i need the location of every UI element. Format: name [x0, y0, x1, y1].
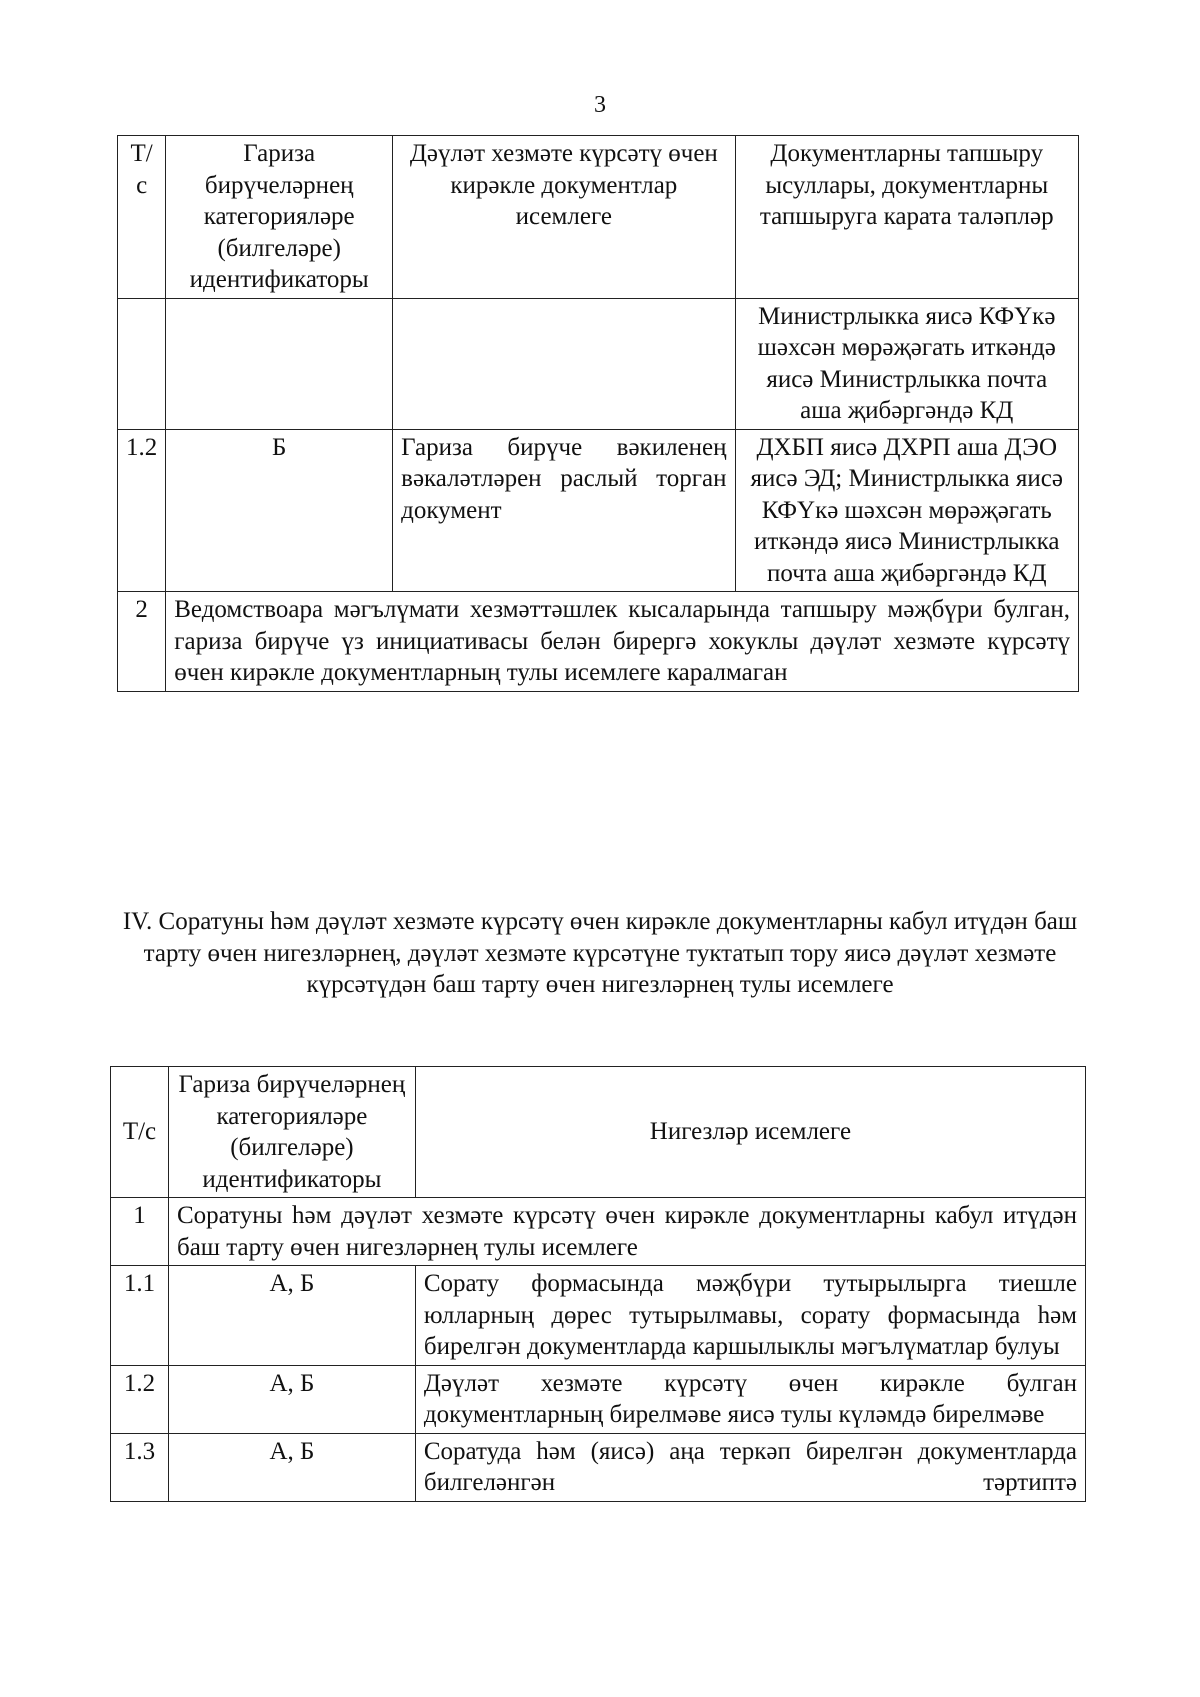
- row-methods: Министрлыкка яисә КФҮкә шәхсән мөрәҗәгать иткәндә яисә Министрлыкка почта аша җибәргәндә КД: [735, 298, 1078, 429]
- row-num: 1.2: [111, 1365, 169, 1433]
- merged-row-text: Ведомствоара мәгълүмати хезмәттәшлек кысаларында тапшыру мәҗбүри булган, гариза бирүче үз инициативасы белән бирергә хокуклы дәүләт хезмәте күрсәтү өчен кирәкле документларның тулы исемлеге каралмаган: [166, 592, 1079, 692]
- row-category: А, Б: [168, 1266, 415, 1366]
- row-num: 1.1: [111, 1266, 169, 1366]
- merged-row-text: Соратуны һәм дәүләт хезмәте күрсәтү өчен кирәкле документларны кабул итүдән баш тарту өчен нигезләрнең тулы исемлеге: [168, 1198, 1085, 1266]
- header-documents: Дәүләт хезмәте күрсәтү өчен кирәкле документлар исемлеге: [393, 136, 735, 299]
- row-grounds: Дәүләт хезмәте күрсәтү өчен кирәкле булган документларның бирелмәве яисә тулы күләмдә бирелмәве: [415, 1365, 1085, 1433]
- table-header-row: [118, 136, 1079, 299]
- section-heading: IV. Соратуны һәм дәүләт хезмәте күрсәтү өчен кирәкле документларны кабул итүдән баш тарту өчен нигезләрнең, дәүләт хезмәте күрсәтүне туктатып тору яисә дәүләт хезмәте күрсәтүдән баш тарту өчен нигезләрнең тулы исемлеге: [122, 908, 1078, 998]
- header-category: Гариза бирүчеләрнең категорияләре (билгеләре) идентификаторы: [168, 1067, 415, 1198]
- row-num: 1.2: [118, 429, 166, 592]
- row-category: Б: [166, 429, 393, 592]
- row-documents: [393, 298, 735, 429]
- header-num: Т/с: [118, 136, 166, 299]
- row-num: [118, 298, 166, 429]
- table-row: [111, 1433, 1086, 1501]
- table-header-row: [111, 1067, 1086, 1198]
- row-num: 1: [111, 1198, 169, 1266]
- table-row: [118, 429, 1079, 592]
- row-category: А, Б: [168, 1365, 415, 1433]
- header-category: Гариза бирүчеләрнең категорияләре (билгеләре) идентификаторы: [166, 136, 393, 299]
- header-methods: Документларны тапшыру ысуллары, документларны тапшыруга карата таләпләр: [735, 136, 1078, 299]
- table-row: [111, 1365, 1086, 1433]
- header-grounds: Нигезләр исемлеге: [415, 1067, 1085, 1198]
- row-num: 2: [118, 592, 166, 692]
- row-documents: Гариза бирүче вәкиленең вәкаләтләрен раслый торган документ: [393, 429, 735, 592]
- table-row: [118, 298, 1079, 429]
- row-category: [166, 298, 393, 429]
- header-num: Т/с: [111, 1067, 169, 1198]
- grounds-table: [110, 1066, 1086, 1502]
- table-merged-row: [118, 592, 1079, 692]
- page-number: 3: [594, 92, 606, 118]
- row-grounds: Соратуда һәм (яисә) аңа теркәп бирелгән документларда билгеләнгән тәртиптә: [415, 1433, 1085, 1501]
- documents-table: [117, 135, 1079, 692]
- table-row: [111, 1266, 1086, 1366]
- row-grounds: Сорату формасында мәҗбүри тутырылырга тиешле юлларның дөрес тутырылмавы, сорату формасында һәм бирелгән документларда каршылыклы мәгълүматлар булуы: [415, 1266, 1085, 1366]
- row-num: 1.3: [111, 1433, 169, 1501]
- row-category: А, Б: [168, 1433, 415, 1501]
- table-merged-row: [111, 1198, 1086, 1266]
- row-methods: ДХБП яисә ДХРП аша ДЭО яисә ЭД; Министрлыкка яисә КФҮкә шәхсән мөрәҗәгать иткәндә яисә Министрлыкка почта аша җибәргәндә КД: [735, 429, 1078, 592]
